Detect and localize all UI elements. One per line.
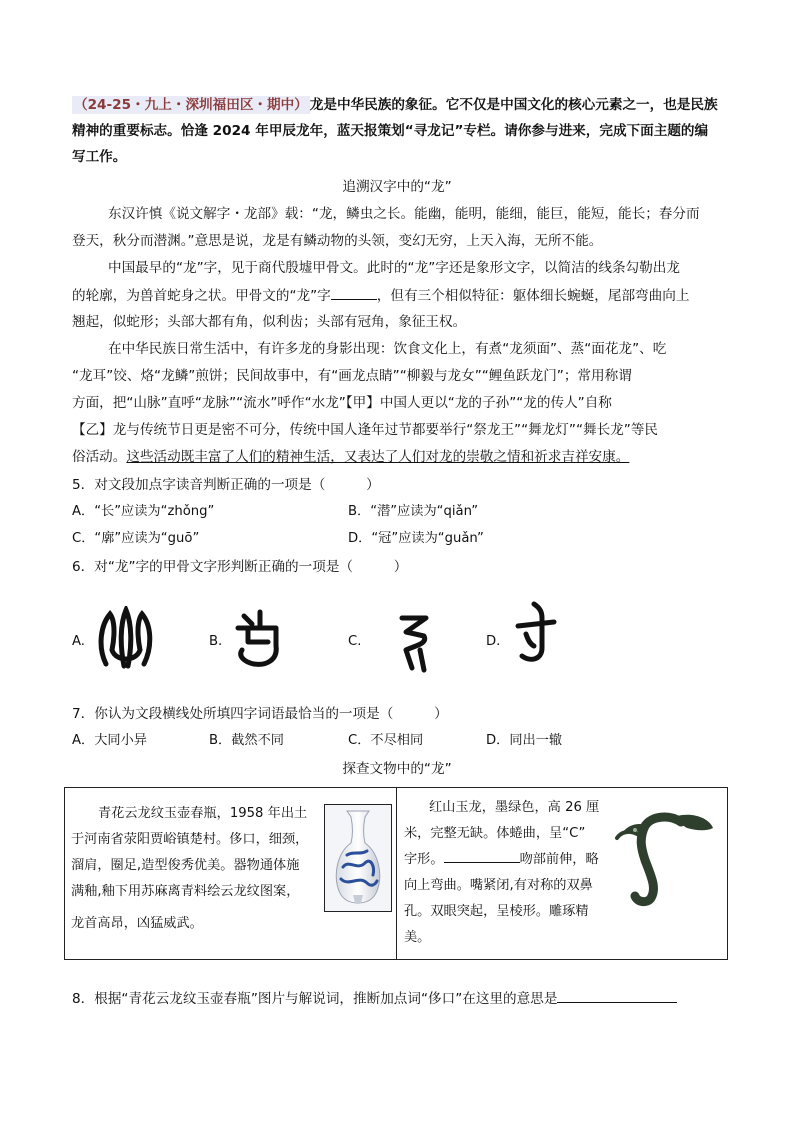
q5-option-c[interactable]: C．“廓”应读为“guō” bbox=[72, 531, 200, 546]
right-cell-line-1: 红山玉龙，墨绿色，高 26 厘 bbox=[429, 800, 600, 815]
right-cell-line-3 bbox=[404, 848, 599, 872]
para2-line-2b: ，但有三个相似特征：躯体细长蜿蜒，尾部弯曲向上 bbox=[376, 288, 690, 304]
intro-text-1: 龙是中华民族的象征。它不仅是中国文化的核心元素之一，也是民族 bbox=[309, 97, 718, 113]
blue-white-vase-icon bbox=[325, 805, 391, 911]
fill-blank-right[interactable] bbox=[444, 849, 520, 863]
q7-option-b[interactable]: B．截然不同 bbox=[209, 733, 284, 748]
q5-option-b[interactable]: B．“潜”应读为“qiǎn” bbox=[348, 504, 479, 519]
left-cell-line-4: 满釉,釉下用苏麻离青料绘云龙纹图案， bbox=[71, 884, 300, 899]
q7-option-c[interactable]: C．不尽相同 bbox=[348, 733, 424, 748]
left-cell-line-5: 龙首高昂，凶猛威武。 bbox=[71, 916, 203, 931]
oracle-glyph-b-icon bbox=[230, 606, 290, 670]
right-cell-line-3b: 吻部前伸，略 bbox=[519, 852, 599, 867]
para3-line-1: 在中华民族日常生活中，有许多龙的身影出现：饮食文化上，有煮“龙须面”、蒸“面花龙”、吃 bbox=[108, 341, 667, 357]
right-cell-line-6: 美。 bbox=[404, 930, 431, 945]
left-cell-line-1: 青花云龙纹玉壶春瓶，1958 年出土 bbox=[98, 806, 308, 821]
vase-image-frame bbox=[324, 804, 392, 912]
para3-line-5 bbox=[72, 448, 629, 466]
left-cell-line-2: 于河南省荥阳贾峪镇楚村。侈口，细颈， bbox=[71, 832, 309, 847]
right-cell-line-2: 米，完整无缺。体蜷曲，呈“C” bbox=[404, 826, 586, 841]
para1-line-1: 东汉许慎《说文解字・龙部》载：“龙，鳞虫之长。能幽，能明，能细，能巨，能短，能长；春分而 bbox=[108, 206, 700, 222]
q7-option-a[interactable]: A．大同小异 bbox=[72, 733, 147, 748]
q6-option-a[interactable]: A. bbox=[72, 634, 85, 649]
right-cell-line-4: 向上弯曲。嘴紧闭,有对称的双鼻 bbox=[404, 878, 593, 893]
q7-option-d[interactable]: D．同出一辙 bbox=[486, 733, 563, 748]
q7-stem: 7．你认为文段横线处所填四字词语最恰当的一项是（ ） bbox=[72, 706, 448, 722]
jade-dragon-icon bbox=[611, 804, 721, 910]
oracle-glyph-a-icon bbox=[96, 606, 156, 672]
left-cell-line-3: 溜肩，圈足,造型俊秀优美。器物通体施 bbox=[71, 858, 300, 873]
right-cell-line-3a: 字形。 bbox=[404, 852, 444, 867]
q5-stem: 5．对文段加点字读音判断正确的一项是（ ） bbox=[72, 477, 380, 493]
table-divider bbox=[396, 788, 397, 959]
para2-line-2 bbox=[72, 286, 689, 305]
source-tag: （24-25・九上・深圳福田区・期中） bbox=[74, 97, 308, 113]
section-title-relics: 探查文物中的“龙” bbox=[342, 761, 452, 777]
oracle-glyph-c-icon bbox=[392, 610, 436, 674]
q6-option-d[interactable]: D. bbox=[486, 634, 501, 649]
relics-table bbox=[64, 787, 728, 960]
para3-line-5a: 俗活动。 bbox=[72, 449, 127, 465]
para2-line-2a: 的轮廓，为兽首蛇身之状。甲骨文的“龙”字 bbox=[72, 288, 331, 304]
q5-option-d[interactable]: D．“冠”应读为“guǎn” bbox=[348, 531, 484, 546]
section-title-hanzi: 追溯汉字中的“龙” bbox=[342, 179, 452, 195]
para3-line-2: “龙耳”饺、烙“龙鳞”煎饼；民间故事中，有“画龙点睛”“柳毅与龙女”“鲤鱼跃龙门”；常用称谓 bbox=[72, 368, 632, 384]
para1-line-2: 登天，秋分而潜渊。”意思是说，龙是有鳞动物的头领，变幻无穷，上天入海，无所不能。 bbox=[72, 233, 603, 249]
intro-line-1 bbox=[72, 96, 718, 114]
right-cell-line-5: 孔。双眼突起，呈棱形。雕琢精 bbox=[404, 904, 589, 919]
intro-line-3: 写工作。 bbox=[72, 149, 127, 165]
para2-line-1: 中国最早的“龙”字，见于商代殷墟甲骨文。此时的“龙”字还是象形文字，以简洁的线条勾勒出龙 bbox=[108, 260, 680, 276]
intro-line-2: 精神的重要标志。恰逢 2024 年甲辰龙年，蓝天报策划“寻龙记”专栏。请你参与进来，完成下面主题的编 bbox=[72, 123, 709, 139]
q5-option-a[interactable]: A．“长”应读为“zhǒng” bbox=[72, 504, 215, 519]
q6-option-c[interactable]: C. bbox=[348, 634, 362, 649]
q6-option-b[interactable]: B. bbox=[209, 634, 223, 649]
q8-stem bbox=[72, 989, 677, 1008]
underlined-sentence: 这些活动既丰富了人们的精神生活，又表达了人们对龙的崇敬之情和祈求吉祥安康。 bbox=[126, 449, 630, 465]
fill-blank[interactable] bbox=[331, 286, 377, 300]
q8-text: 8．根据“青花云龙纹玉壶春瓶”图片与解说词，推断加点词“侈口”在这里的意思是 bbox=[72, 991, 558, 1007]
para3-line-3: 方面，把“山脉”直呼“龙脉”“流水”呼作“水龙”【甲】中国人更以“龙的子孙”“龙的传人”自称 bbox=[72, 395, 612, 411]
q8-answer-blank[interactable] bbox=[557, 989, 677, 1003]
para3-line-4: 【乙】龙与传统节日更是密不可分，传统中国人逢年过节都要举行“祭龙王”“舞龙灯”“舞长龙”等民 bbox=[72, 422, 659, 438]
q6-stem: 6．对“龙”字的甲骨文字形判断正确的一项是（ ） bbox=[72, 559, 408, 575]
para2-line-3: 翘起，似蛇形；头部大都有角，似利齿；头部有冠角，象征王权。 bbox=[72, 314, 467, 330]
oracle-glyph-d-icon bbox=[512, 600, 562, 668]
